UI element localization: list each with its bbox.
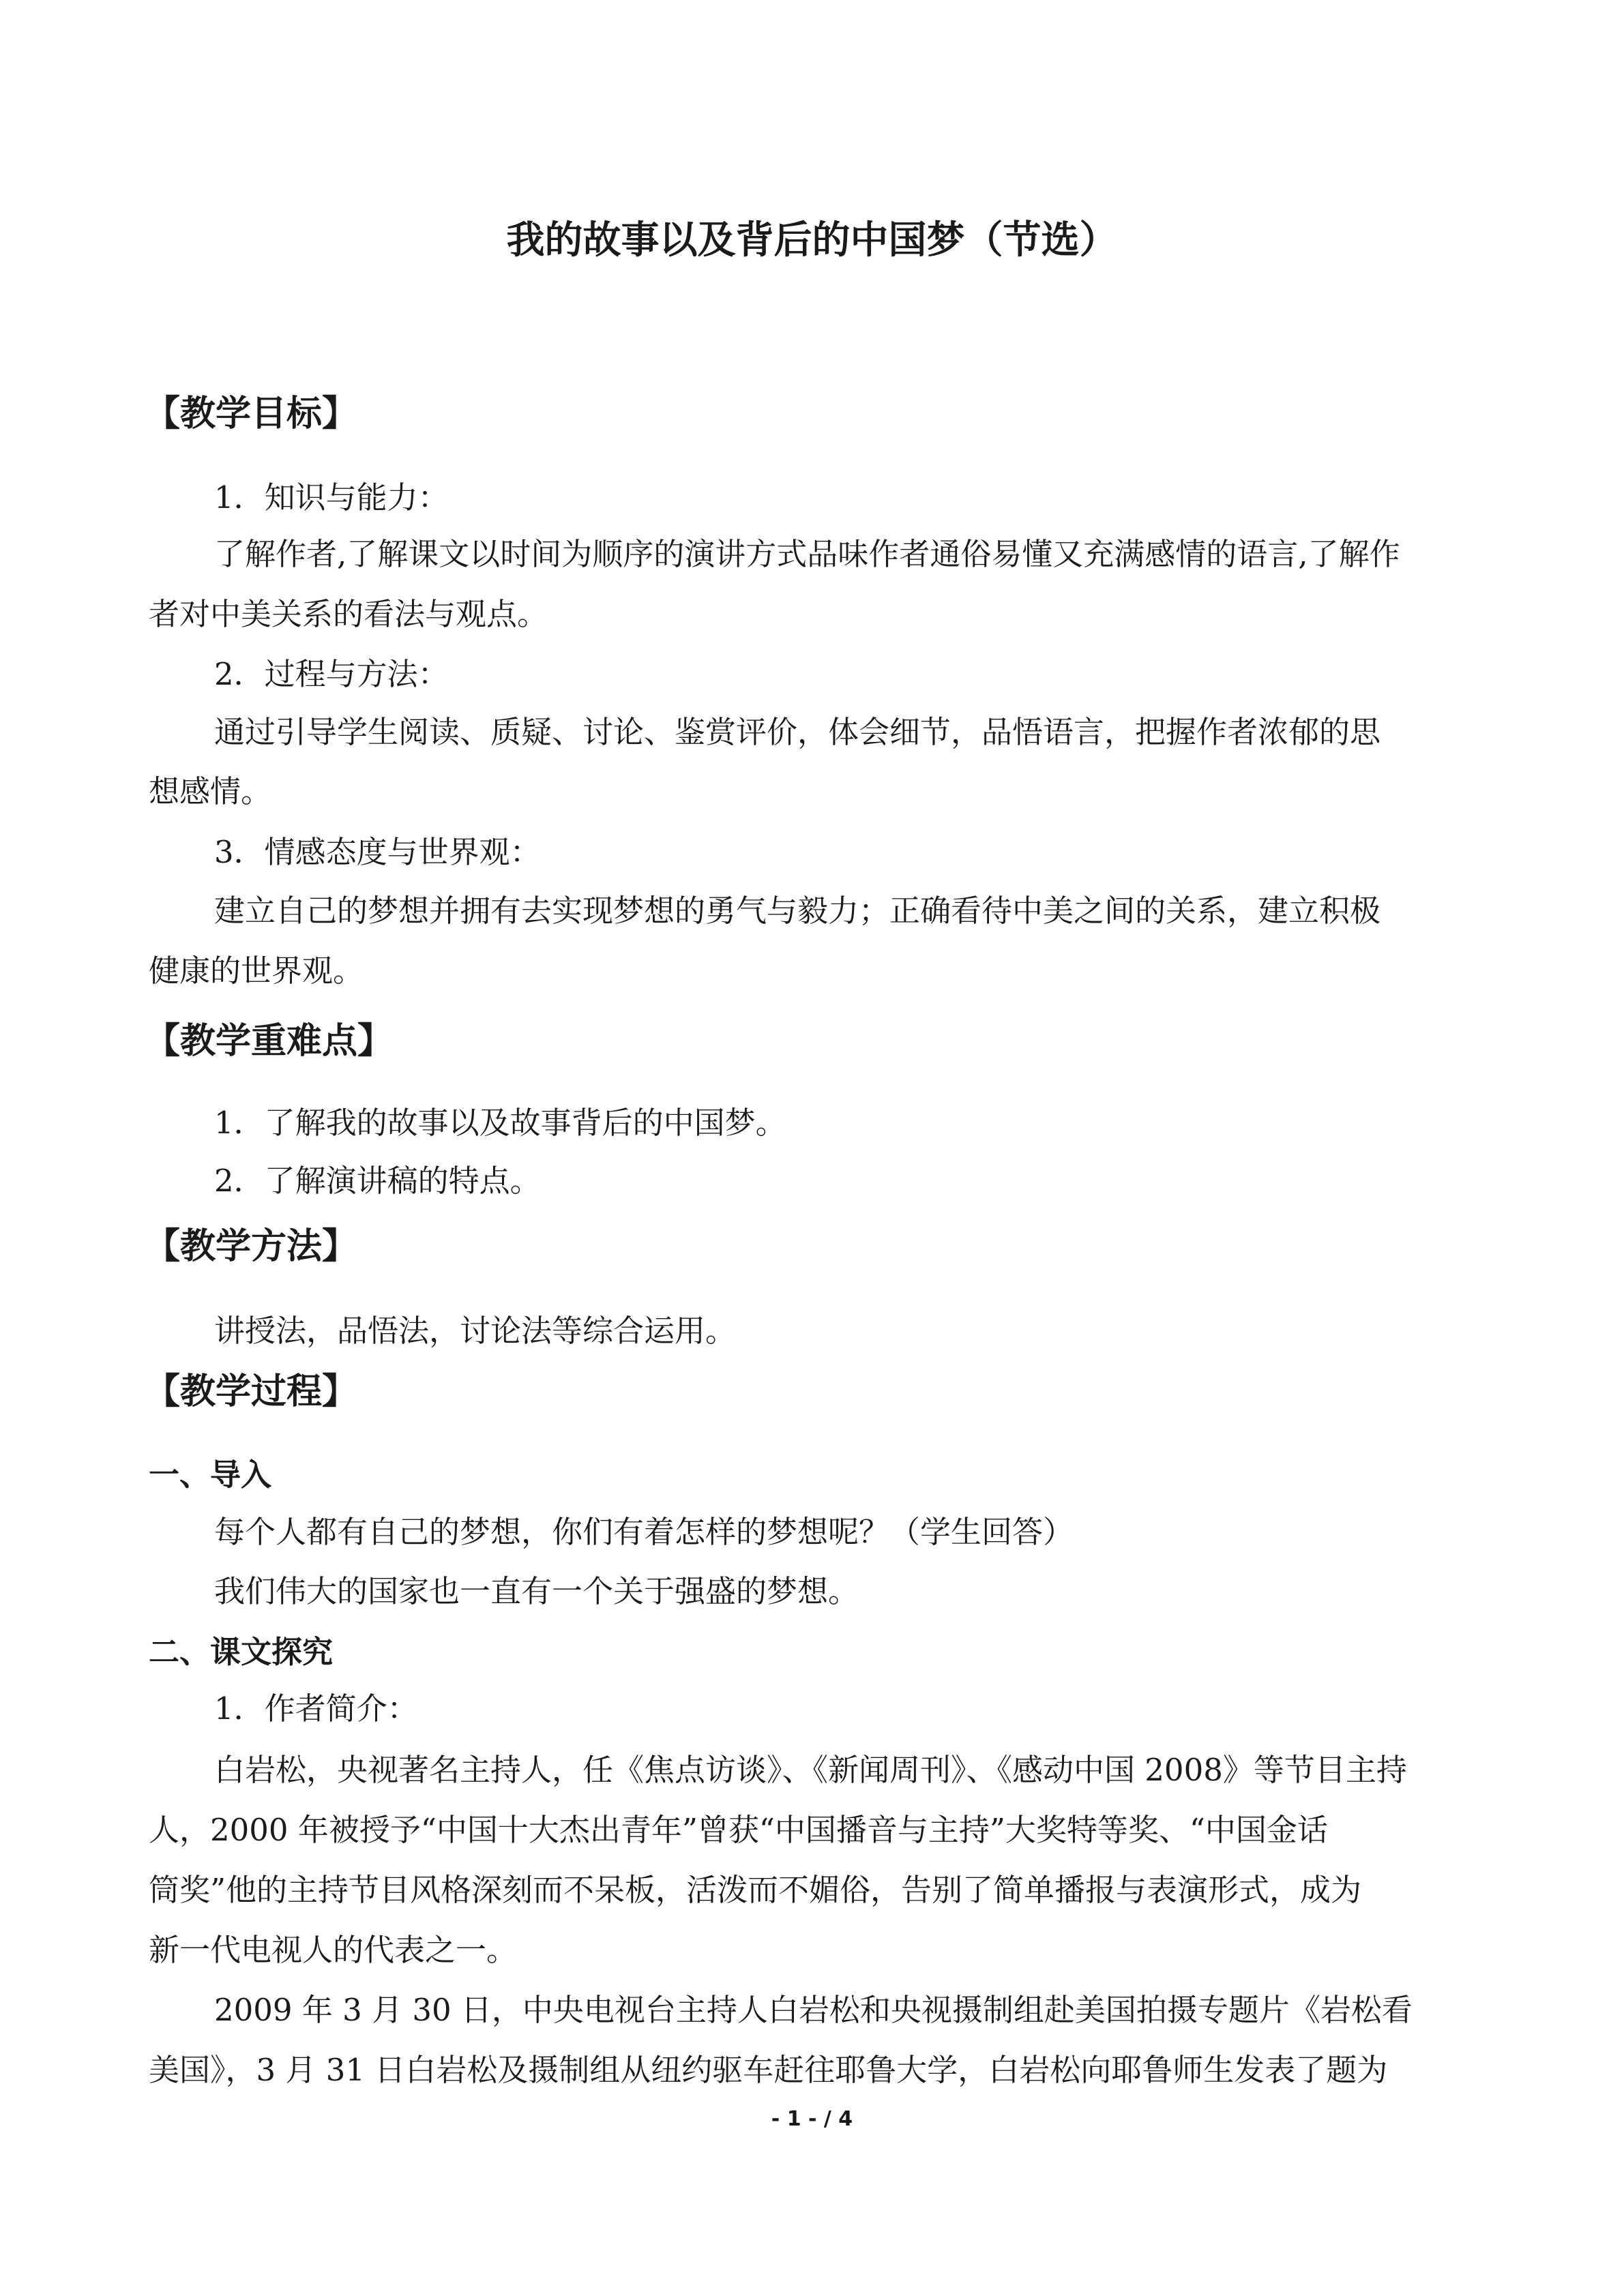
author-p2-line-2: 美国》，3 月 31 日白岩松及摄制组从纽约驱车赶往耶鲁大学，白岩松向耶鲁师生发表了题为 [149, 2052, 1388, 2088]
section-heading-key-points: 【教学重难点】 [145, 1021, 394, 1062]
objective-1-label: 1．知识与能力： [214, 479, 449, 516]
document-title: 我的故事以及背后的中国梦（节选） [506, 218, 1118, 263]
key-point-2: 2．了解演讲稿的特点。 [214, 1163, 541, 1199]
objective-1-text-line-2: 者对中美关系的看法与观点。 [149, 596, 548, 632]
intro-line-1: 每个人都有自己的梦想，你们有着怎样的梦想呢？（学生回答） [214, 1514, 1074, 1550]
author-p2-line-1: 2009 年 3 月 30 日，中央电视台主持人白岩松和央视摄制组赴美国拍摄专题片《岩松看 [214, 1992, 1413, 2028]
objective-2-text-line-2: 想感情。 [149, 773, 272, 809]
objective-1-text-line-1: 了解作者,了解课文以时间为顺序的演讲方式品味作者通俗易懂又充满感情的语言,了解作 [214, 536, 1400, 572]
objective-3-label: 3．情感态度与世界观： [214, 834, 541, 870]
author-p1-line-2: 人，2000 年被授予“中国十大杰出青年”曾获“中国播音与主持”大奖特等奖、“中国金话 [149, 1812, 1328, 1848]
author-p1-line-4: 新一代电视人的代表之一。 [149, 1932, 518, 1968]
page-number: - 1 - / 4 [771, 2107, 853, 2131]
objective-3-text-line-2: 健康的世界观。 [149, 953, 364, 989]
author-p1-line-1: 白岩松，央视著名主持人，任《焦点访谈》、《新闻周刊》、《感动中国 2008》等节目主持 [214, 1752, 1407, 1788]
subheading-intro: 一、导入 [149, 1457, 272, 1493]
author-label: 1．作者简介： [214, 1690, 418, 1727]
key-point-1: 1．了解我的故事以及故事背后的中国梦。 [214, 1105, 786, 1141]
author-p1-line-3: 筒奖”他的主持节目风格深刻而不呆板，活泼而不媚俗，告别了简单播报与表演形式，成为 [149, 1872, 1362, 1908]
subheading-explore: 二、课文探究 [149, 1634, 334, 1670]
intro-line-2: 我们伟大的国家也一直有一个关于强盛的梦想。 [214, 1573, 859, 1609]
objective-3-text-line-1: 建立自己的梦想并拥有去实现梦想的勇气与毅力；正确看待中美之间的关系，建立积极 [214, 893, 1381, 929]
objective-2-label: 2．过程与方法： [214, 656, 449, 692]
methods-text: 讲授法，品悟法，讨论法等综合运用。 [214, 1313, 737, 1349]
section-heading-process: 【教学过程】 [145, 1371, 358, 1412]
section-heading-methods: 【教学方法】 [145, 1226, 358, 1267]
objective-2-text-line-1: 通过引导学生阅读、质疑、讨论、鉴赏评价，体会细节，品悟语言，把握作者浓郁的思 [214, 714, 1381, 750]
section-heading-objectives: 【教学目标】 [145, 393, 358, 434]
